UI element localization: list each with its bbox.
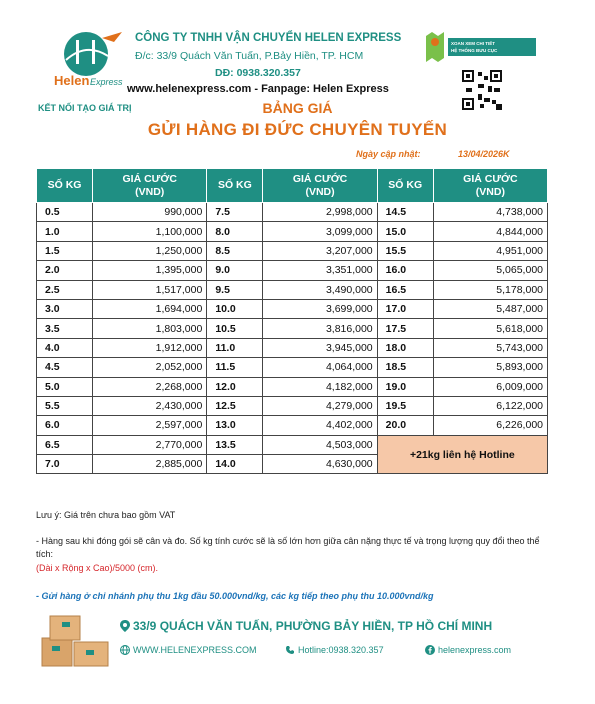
price-cell: 5,065,000 <box>433 261 547 280</box>
price-cell: 3,699,000 <box>263 299 377 318</box>
weight-cell: 17.0 <box>377 299 433 318</box>
weight-cell: 20.0 <box>377 416 433 435</box>
price-title: BẢNG GIÁ <box>262 100 333 116</box>
table-row <box>37 280 548 299</box>
weight-cell: 5.5 <box>37 396 93 415</box>
weight-cell: 14.0 <box>207 455 263 474</box>
price-cell: 4,951,000 <box>433 241 547 260</box>
weight-cell: 1.0 <box>37 222 93 241</box>
table-row <box>37 222 548 241</box>
price-cell: 1,250,000 <box>93 241 207 260</box>
price-cell: 4,630,000 <box>263 455 377 474</box>
helen-express-logo <box>52 30 130 90</box>
weight-cell: 4.0 <box>37 338 93 357</box>
weight-cell: 15.0 <box>377 222 433 241</box>
price-cell: 1,694,000 <box>93 299 207 318</box>
price-cell: 4,402,000 <box>263 416 377 435</box>
price-cell: 1,803,000 <box>93 319 207 338</box>
footer-address: 33/9 QUÁCH VĂN TUẤN, PHƯỜNG BẢY HIỀN, TP HỒ CHÍ MINH <box>133 619 493 633</box>
svg-text:XOAN XEM CHI TIẾT: XOAN XEM CHI TIẾT <box>451 41 496 46</box>
svg-text:HỆ THỐNG BƯU CỤC: HỆ THỐNG BƯU CỤC <box>451 48 498 53</box>
header-kg: SỐ KG <box>207 169 263 203</box>
table-row <box>37 203 548 222</box>
price-cell: 990,000 <box>93 203 207 222</box>
price-cell: 3,351,000 <box>263 261 377 280</box>
table-row <box>37 358 548 377</box>
footer-hotline-text: Hotline:0938.320.357 <box>298 645 384 655</box>
main-title: GỬI HÀNG ĐI ĐỨC CHUYÊN TUYẾN <box>147 120 448 139</box>
weight-cell: 11.5 <box>207 358 263 377</box>
price-cell: 5,618,000 <box>433 319 547 338</box>
header-price: GIÁ CƯỚC (VND) <box>433 169 547 203</box>
price-cell: 4,738,000 <box>433 203 547 222</box>
website-fanpage: www.helenexpress.com - Fanpage: Helen Express <box>127 83 389 95</box>
price-cell: 2,268,000 <box>93 377 207 396</box>
weight-cell: 8.0 <box>207 222 263 241</box>
table-row <box>37 338 548 357</box>
weight-cell: 16.5 <box>377 280 433 299</box>
company-address: Đ/c: 33/9 Quách Văn Tuấn, P.Bảy Hiền, TP. HCM <box>135 50 364 62</box>
table-row <box>37 299 548 318</box>
footer-website[interactable] <box>120 645 285 655</box>
price-cell: 2,597,000 <box>93 416 207 435</box>
weight-cell: 18.0 <box>377 338 433 357</box>
price-cell: 3,490,000 <box>263 280 377 299</box>
header-price: GIÁ CƯỚC (VND) <box>263 169 377 203</box>
weight-cell: 4.5 <box>37 358 93 377</box>
packing-note: - Hàng sau khi đóng gói sẽ cân và đo. Số kg tính cước sẽ là số lớn hơn giữa cân nặng thực tế và trọng lượng quy đổi theo thể tích: <box>36 536 540 560</box>
price-cell: 4,844,000 <box>433 222 547 241</box>
price-cell: 5,743,000 <box>433 338 547 357</box>
price-cell: 2,998,000 <box>263 203 377 222</box>
weight-cell: 8.5 <box>207 241 263 260</box>
price-cell: 2,770,000 <box>93 435 207 454</box>
weight-cell: 13.5 <box>207 435 263 454</box>
company-phone: DĐ: 0938.320.357 <box>215 67 301 79</box>
weight-cell: 15.5 <box>377 241 433 260</box>
table-row <box>37 377 548 396</box>
weight-cell: 7.5 <box>207 203 263 222</box>
footer-facebook[interactable] <box>425 645 511 655</box>
weight-cell: 12.5 <box>207 396 263 415</box>
weight-cell: 2.0 <box>37 261 93 280</box>
price-cell: 4,182,000 <box>263 377 377 396</box>
weight-cell: 18.5 <box>377 358 433 377</box>
volume-formula: (Dài x Rộng x Cao)/5000 (cm). <box>36 563 159 573</box>
weight-cell: 19.5 <box>377 396 433 415</box>
price-cell: 4,279,000 <box>263 396 377 415</box>
price-cell: 1,912,000 <box>93 338 207 357</box>
table-header-row <box>37 169 548 203</box>
weight-cell: 6.5 <box>37 435 93 454</box>
price-cell: 2,430,000 <box>93 396 207 415</box>
table-row <box>37 241 548 260</box>
price-cell: 1,100,000 <box>93 222 207 241</box>
price-cell: 6,009,000 <box>433 377 547 396</box>
price-cell: 5,178,000 <box>433 280 547 299</box>
weight-cell: 9.5 <box>207 280 263 299</box>
footer-address-block <box>120 619 492 633</box>
weight-cell: 13.0 <box>207 416 263 435</box>
weight-cell: 11.0 <box>207 338 263 357</box>
weight-cell: 16.0 <box>377 261 433 280</box>
weight-cell: 10.5 <box>207 319 263 338</box>
price-table <box>36 168 548 474</box>
weight-cell: 3.5 <box>37 319 93 338</box>
branch-surcharge-note: - Gửi hàng ở chi nhánh phụ thu 1kg đầu 50.000vnd/kg, các kg tiếp theo phụ thu 10.000vnd/kg <box>36 591 434 601</box>
price-cell: 4,064,000 <box>263 358 377 377</box>
price-cell: 3,099,000 <box>263 222 377 241</box>
price-cell: 6,122,000 <box>433 396 547 415</box>
logo-text-express: Express <box>90 77 123 87</box>
weight-cell: 2.5 <box>37 280 93 299</box>
weight-cell: 6.0 <box>37 416 93 435</box>
weight-cell: 9.0 <box>207 261 263 280</box>
price-cell: 4,503,000 <box>263 435 377 454</box>
footer-website-text: WWW.HELENEXPRESS.COM <box>133 645 257 655</box>
update-label: Ngày cập nhật: <box>356 149 421 159</box>
map-icon <box>426 32 444 62</box>
table-row <box>37 261 548 280</box>
location-pin-icon <box>120 620 130 632</box>
price-cell: 3,207,000 <box>263 241 377 260</box>
price-cell: 3,816,000 <box>263 319 377 338</box>
weight-cell: 14.5 <box>377 203 433 222</box>
slogan: KẾT NỐI TẠO GIÁ TRỊ <box>38 103 132 113</box>
weight-cell: 3.0 <box>37 299 93 318</box>
footer-hotline[interactable] <box>285 645 425 655</box>
price-cell: 5,893,000 <box>433 358 547 377</box>
map-location-badge[interactable] <box>420 28 538 64</box>
company-name: CÔNG TY TNHH VẬN CHUYỂN HELEN EXPRESS <box>135 32 402 44</box>
boxes-icon <box>40 612 112 668</box>
table-row <box>37 319 548 338</box>
vat-note: Lưu ý: Giá trên chưa bao gồm VAT <box>36 510 176 520</box>
hotline-cell: +21kg liên hệ Hotline <box>377 435 547 474</box>
weight-cell: 7.0 <box>37 455 93 474</box>
weight-cell: 12.0 <box>207 377 263 396</box>
weight-cell: 19.0 <box>377 377 433 396</box>
header-kg: SỐ KG <box>377 169 433 203</box>
weight-cell: 1.5 <box>37 241 93 260</box>
table-row <box>37 396 548 415</box>
footer-contacts <box>120 645 540 655</box>
price-cell: 1,395,000 <box>93 261 207 280</box>
weight-cell: 10.0 <box>207 299 263 318</box>
price-cell: 3,945,000 <box>263 338 377 357</box>
facebook-icon <box>425 645 435 655</box>
logo-text-helen: Helen <box>54 73 90 88</box>
price-cell: 5,487,000 <box>433 299 547 318</box>
footer-facebook-text: helenexpress.com <box>438 645 512 655</box>
price-cell: 1,517,000 <box>93 280 207 299</box>
header-kg: SỐ KG <box>37 169 93 203</box>
weight-cell: 0.5 <box>37 203 93 222</box>
pin-icon <box>431 38 439 46</box>
price-cell: 2,885,000 <box>93 455 207 474</box>
price-cell: 6,226,000 <box>433 416 547 435</box>
weight-cell: 17.5 <box>377 319 433 338</box>
table-row <box>37 435 548 454</box>
globe-icon <box>120 645 130 655</box>
phone-icon <box>285 645 295 655</box>
price-cell: 2,052,000 <box>93 358 207 377</box>
header-price: GIÁ CƯỚC (VND) <box>93 169 207 203</box>
table-row <box>37 416 548 435</box>
weight-cell: 5.0 <box>37 377 93 396</box>
update-date: 13/04/2026K <box>458 149 510 159</box>
